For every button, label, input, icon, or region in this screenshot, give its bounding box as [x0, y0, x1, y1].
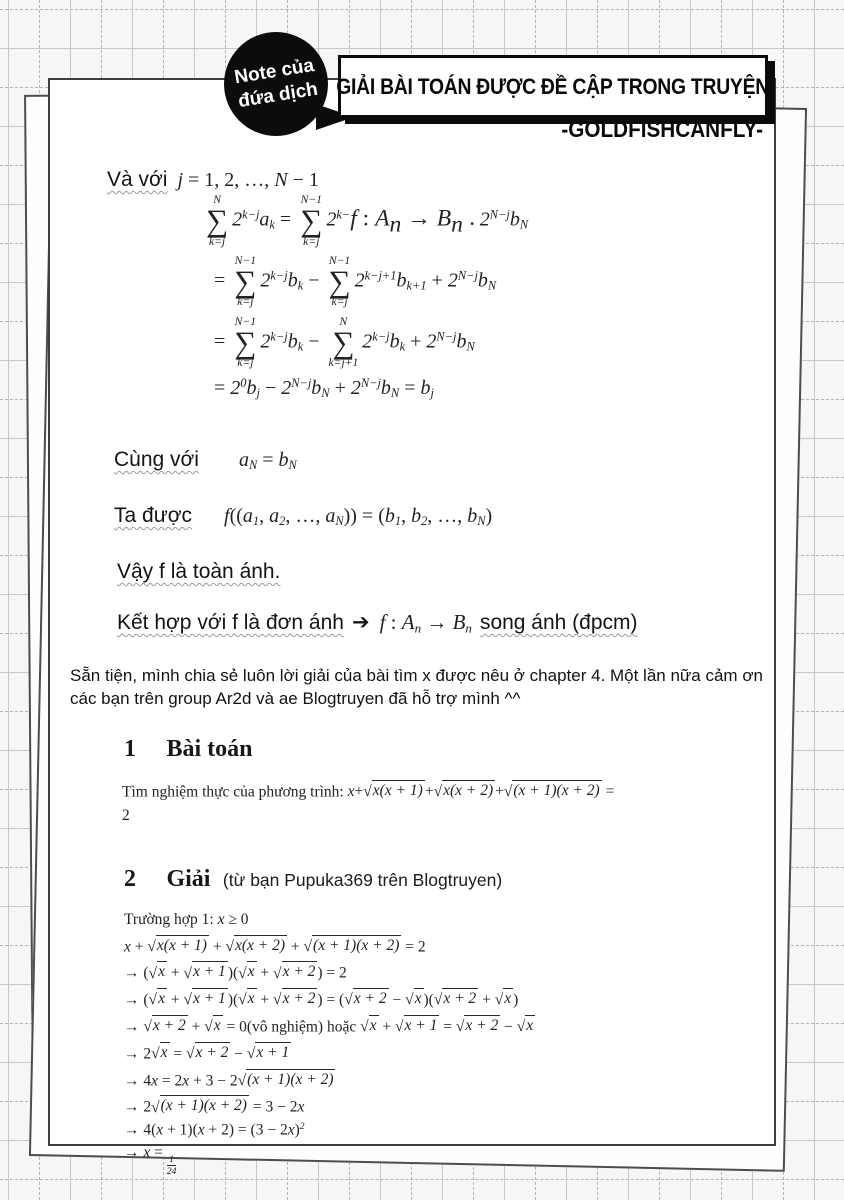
- section2-number: 2: [124, 866, 136, 892]
- section1-heading: [124, 736, 252, 763]
- with-line: [114, 448, 297, 473]
- bubble-line1: Note của: [232, 55, 316, 89]
- solution-step: → √ x + 2 + √ x = 0(vô nghiệm) hoặc √ x + √ x + 1 = √ x + 2 − √ x: [124, 1016, 534, 1036]
- bold-right-arrow-icon: ➔: [351, 611, 370, 634]
- solution-step: → 2 √ x = √ x + 2 − √ x + 1: [124, 1043, 290, 1063]
- banner-title: GIẢI BÀI TOÁN ĐƯỢC ĐỀ CẬP TRONG TRUYỆN: [336, 73, 770, 99]
- section1-number: 1: [124, 736, 136, 762]
- solution-step: → ( √ x + √ x + 1 )( √ x + √ x + 2 ) = 2: [124, 963, 347, 982]
- problem-math: x+ √ x(x + 1) + √ x(x + 2) + √ (x + 1)(x + 2) =: [347, 782, 615, 801]
- intro-math: j = 1, 2, …, N − 1: [177, 169, 319, 191]
- result-label: Ta được: [114, 504, 193, 527]
- solution-step: Trường hợp 1: x ≥ 0: [124, 911, 249, 928]
- solution-step: → 4x = 2x + 3 − 2 √ (x + 1)(x + 2): [124, 1070, 334, 1089]
- solution-step: → x = $\frac{1}{24}$: [124, 1143, 177, 1177]
- solution-step: → 2 √ (x + 1)(x + 2) = 3 − 2x: [124, 1097, 305, 1116]
- surjective-text: Vậy f là toàn ánh.: [117, 560, 281, 583]
- result-line: [114, 504, 492, 529]
- solution-step: → ( √ x + √ x + 1 )( √ x + √ x + 2 ) = ( √ x + 2 − √ x )( √ x + 2 + √ x ): [124, 990, 519, 1009]
- conclusion-tail: song ánh (đpcm): [479, 611, 638, 634]
- banner-title-box: [338, 55, 768, 118]
- proof-line-1: N ∑ k=j $2^{k-j}ak$ = N−1 ∑ k=j $2^{k-}f$ : $An \to Bn \cdot 2^{N-j}bN$: [206, 193, 529, 248]
- main-paper-sheet: [48, 78, 776, 1177]
- intro-line: [107, 168, 319, 192]
- bubble-line2: đứa dịch: [236, 78, 320, 113]
- result-math: f((a1, a2, …, aN)) = (b1, b2, …, bN): [224, 505, 493, 529]
- translator-note-bubble: [224, 32, 328, 136]
- with-label: Cùng với: [114, 448, 199, 471]
- proof-line-2: = N−1 ∑ k=j $2^{k-j}bk$ − N−1 ∑ k=j $2^{k-j+1}bk+1 + 2^{N-j}bN$: [214, 253, 497, 309]
- translator-note-paragraph: Sẵn tiện, mình chia sẻ luôn lời giải của bài tìm x được nêu ở chapter 4. Một lần nữa cảm ơn các bạn trên group Ar2d và ae Blogtruyen đã hỗ trợ mình ^^: [70, 666, 763, 709]
- section2-subtitle: (từ bạn Pupuka369 trên Blogtruyen): [222, 870, 503, 890]
- conclusion-math: f : An → Bn: [379, 610, 472, 636]
- proof-display-math: [202, 194, 528, 401]
- with-math: aN = bN: [238, 449, 297, 473]
- solution-step: → $4(x + 1)(x + 2) = (3 - 2x)^2$: [124, 1121, 305, 1139]
- intro-label: Và với: [107, 168, 168, 191]
- conclusion-line: [117, 610, 638, 636]
- section2-heading: [124, 866, 502, 893]
- bubble-text: [233, 54, 320, 113]
- proof-line-3: = N−1 ∑ k=j $2^{k-j}bk$ − N ∑ k=j+1 $2^{k-j}bk + 2^{N-j}bN$: [214, 314, 475, 370]
- solution-steps: [124, 912, 535, 1184]
- problem-statement: [122, 780, 772, 828]
- surjective-line: [117, 560, 280, 584]
- translator-credit: -GOLDFISHCANFLY-: [561, 116, 763, 142]
- proof-line-4: = $2^0bj - 2^{N-j}bN + 2^{N-j}bN$ = bj: [214, 376, 434, 401]
- section1-title: Bài toán: [166, 736, 253, 762]
- solution-step: x + √ x(x + 1) + √ x(x + 2) + √ (x + 1)(x + 2) = 2: [124, 936, 426, 955]
- problem-wrap: 2: [122, 807, 130, 825]
- conclusion-label: Kết hợp với f là đơn ánh: [117, 611, 344, 634]
- problem-intro: Tìm nghiệm thực của phương trình:: [122, 783, 348, 801]
- section2-title: Giải: [166, 866, 211, 892]
